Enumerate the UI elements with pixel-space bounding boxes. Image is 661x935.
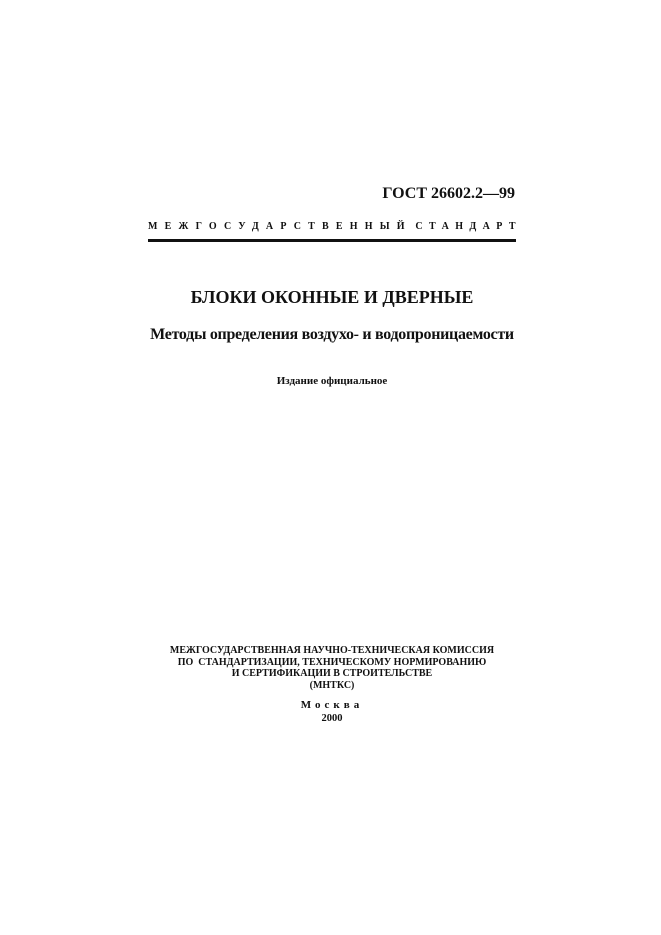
publisher-block [0, 645, 661, 691]
document-title: БЛОКИ ОКОННЫЕ И ДВЕРНЫЕ [190, 287, 474, 307]
publisher-line: МЕЖГОСУДАРСТВЕННАЯ НАУЧНО-ТЕХНИЧЕСКАЯ КОМИССИЯ [169, 645, 495, 656]
header-rule [148, 239, 516, 242]
publisher-line: И СЕРТИФИКАЦИИ В СТРОИТЕЛЬСТВЕ [231, 668, 433, 679]
publisher-line: (МНТКС) [309, 679, 355, 691]
publisher-line: ПО СТАНДАРТИЗАЦИИ, ТЕХНИЧЕСКОМУ НОРМИРОВАНИЮ [177, 656, 487, 668]
standard-designation: ГОСТ 26602.2—99 [382, 185, 515, 202]
document-subtitle: Методы определения воздухо- и водопроницаемости [150, 326, 514, 343]
publication-year: 2000 [321, 713, 343, 724]
publication-city: Москва [300, 699, 364, 711]
header-right: СТАНДАРТ [415, 221, 522, 232]
edition-note: Издание официальное [276, 375, 388, 387]
header-left: МЕЖГОСУДАРСТВЕННЫЙ [148, 221, 412, 232]
standard-type-header [148, 221, 522, 232]
